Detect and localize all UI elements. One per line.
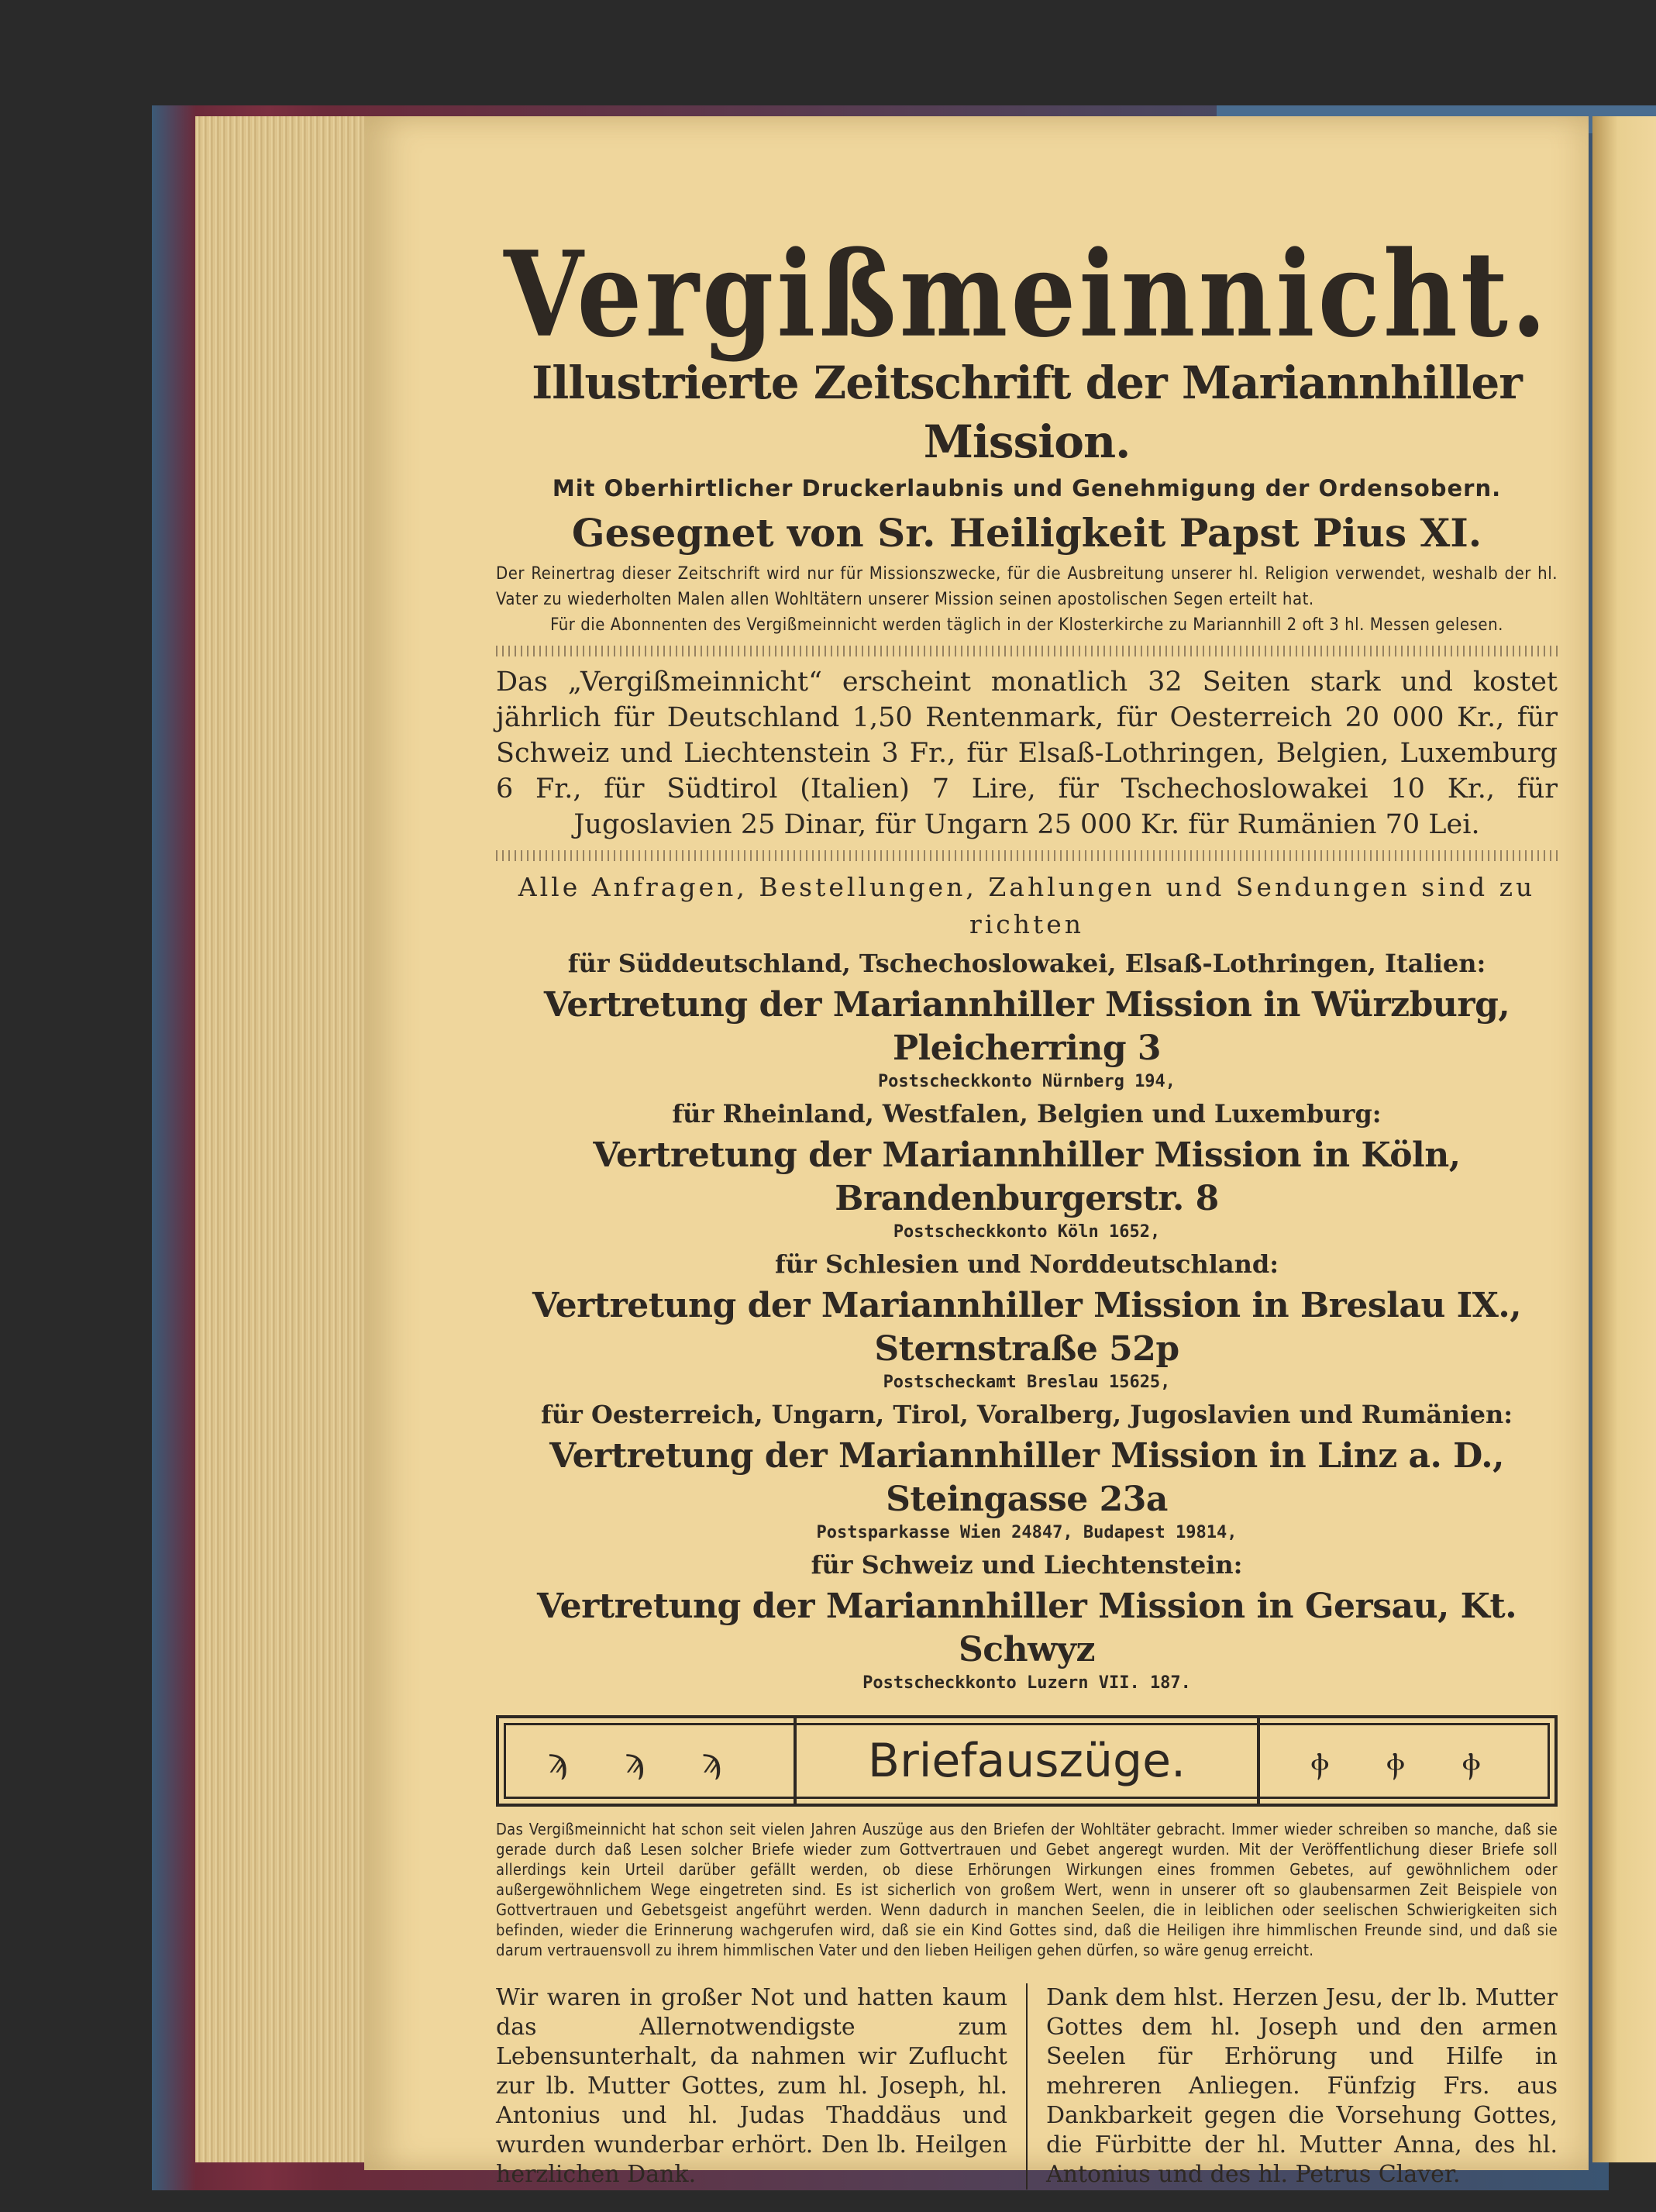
subscription-prices: Das „Vergißmeinnicht“ erscheint monatlich 32 Seiten stark und kostet jährlich für Deutschland 1,50 Rentenmark, für Oesterreich 20 000 Kr., für Schweiz und Liechtenstein 3 Fr., für Elsaß-Lothringen, Belgien, Luxemburg 6 Fr., für Südtirol (Italien) 7 Lire, für Tschechoslowakei 10 Kr., für Jugoslavien 25 Dinar, für Ungarn 25 000 Kr. für Rumänien 70 Lei.: [496, 667, 1558, 840]
page-content: [496, 226, 1558, 2190]
office-address: Vertretung der Mariannhiller Mission in Würzburg, Pleicherring 3: [543, 985, 1510, 1068]
office-block: [496, 1244, 1558, 1394]
office-account: Postsparkasse Wien 24847, Budapest 19814,: [816, 1523, 1238, 1542]
letter-left: Wir waren in großer Not und hatten kaum das Allernotwendigste zum Lebensunterhalt, da nahmen wir Zuflucht zur lb. Mutter Gottes, zum hl. Joseph, hl. Antonius und hl. Judas Thaddäus und wurden wunderbar erhört. Den lb. Heilgen herzlichen Dank.: [496, 1984, 1007, 2188]
letters-intro: Das Vergißmeinnicht hat schon seit vielen Jahren Auszüge aus den Briefen der Wohltäter gebracht. Immer wieder schreiben so manche, daß sie gerade durch daß Lesen solcher Briefe wieder zum Gottvertrauen und Gebet angeregt wurden. Mit der Veröffentlichung dieser Briefe soll allerdings kein Urteil darüber gefällt werden, ob diese Erhörungen Wirkungen eines frommen Gebetes, auf gewöhnlichem oder außergewöhnlichem Wege eingetreten sind. Es ist sicherlich von großem Wert, wenn in unserer oft so glaubensarmen Zeit Beispiele von Gottvertrauen und Gebetsgeist angeführt werden. Wenn dadurch in manchen Seelen, die in leiblichen oder seelischen Schwierigkeiten sich befinden, wieder die Erinnerung wachgerufen wird, daß sie ein Kind Gottes sind, daß die Heiligen ihre himmlischen Freunde sind, und daß sie darum vertrauensvoll zu ihrem himmlischen Vater und den lieben Heiligen gehen dürfen, so wäre genug erreicht.: [496, 1820, 1558, 1959]
wavy-divider: [496, 850, 1558, 861]
masthead-note-masses: Für die Abonnenten des Vergißmeinnicht werden täglich in der Klosterkirche zu Mariannhill 2 oft 3 hl. Messen gelesen.: [550, 615, 1503, 635]
letter-right: Dank dem hlst. Herzen Jesu, der lb. Mutter Gottes dem hl. Joseph und den armen Seelen für Erhörung und Hilfe in mehreren Anliegen. Fünfzig Frs. aus Dankbarkeit gegen die Vorsehung Gottes, die Fürbitte der hl. Mutter Anna, des hl. Antonius und des hl. Petrus Claver.: [1026, 1983, 1558, 2190]
office-block: [496, 1094, 1558, 1244]
office-block: [496, 1545, 1558, 1695]
section-title: Briefauszüge.: [794, 1718, 1260, 1804]
office-address: Vertretung der Mariannhiller Mission in Köln, Brandenburgerstr. 8: [593, 1135, 1461, 1218]
right-ornament-icon: ⲫ ⲫ ⲫ: [1310, 1741, 1504, 1781]
office-block: [496, 943, 1558, 1094]
office-region: für Süddeutschland, Tschechoslowakei, Elsaß-Lothringen, Italien:: [567, 949, 1486, 978]
letters-columns: [496, 1983, 1558, 2190]
wavy-divider: [496, 646, 1558, 656]
office-region: für Oesterreich, Ungarn, Tirol, Voralberg, Jugoslavien und Rumänien:: [540, 1400, 1513, 1429]
office-account: Postscheckkonto Köln 1652,: [893, 1222, 1161, 1242]
masthead-note-proceeds: Der Reinertrag dieser Zeitschrift wird nur für Missionszwecke, für die Ausbreitung unserer hl. Religion verwendet, weshalb der hl. Vater zu wiederholten Malen allen Wohltätern unserer Mission seinen apostolischen Segen erteilt hat.: [496, 564, 1558, 609]
office-account: Postscheckkonto Luzern VII. 187.: [862, 1673, 1191, 1693]
office-address: Vertretung der Mariannhiller Mission in Breslau IX., Sternstraße 52p: [532, 1286, 1522, 1369]
office-address: Vertretung der Mariannhiller Mission in Gersau, Kt. Schwyz: [536, 1587, 1517, 1669]
left-ornament-icon: ϡ ϡ ϡ: [547, 1741, 745, 1781]
section-banner: [496, 1715, 1558, 1807]
office-address: Vertretung der Mariannhiller Mission in Linz a. D., Steingasse 23a: [549, 1436, 1504, 1519]
office-region: für Rheinland, Westfalen, Belgien und Luxemburg:: [672, 1099, 1382, 1128]
inquiries-heading: Alle Anfragen, Bestellungen, Zahlungen und Sendungen sind zu richten: [518, 872, 1536, 939]
masthead-blessing: Gesegnet von Sr. Heiligkeit Papst Pius XI.: [571, 510, 1482, 556]
office-account: Postscheckamt Breslau 15625,: [883, 1373, 1171, 1392]
office-block: [496, 1394, 1558, 1545]
masthead-subtitle: Illustrierte Zeitschrift der Mariannhiller Mission.: [532, 357, 1522, 468]
office-account: Postscheckkonto Nürnberg 194,: [877, 1072, 1176, 1091]
masthead-permission: Mit Oberhirtlicher Druckerlaubnis und Genehmigung der Ordensobern.: [552, 475, 1502, 501]
facing-page-edge: [1592, 116, 1656, 2162]
office-region: für Schlesien und Norddeutschland:: [774, 1249, 1279, 1279]
masthead-title: Vergißmeinnicht.: [504, 226, 1550, 364]
page-stack-edges: [195, 116, 366, 2162]
office-region: für Schweiz und Liechtenstein:: [811, 1550, 1243, 1580]
